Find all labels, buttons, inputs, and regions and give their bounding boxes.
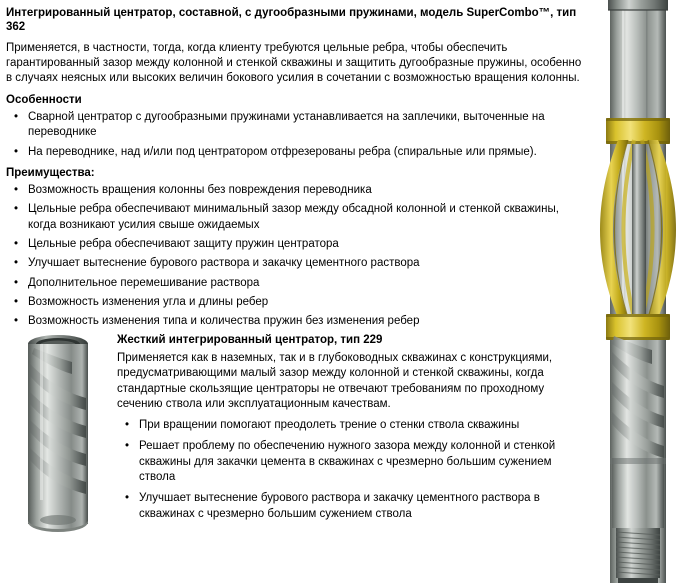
features-heading: Особенности: [6, 93, 82, 106]
features-list: [6, 110, 588, 160]
section-rigid-centralizer: [117, 334, 589, 528]
main-text-column: [6, 6, 588, 335]
section2-title: Жесткий интегрированный центратор, тип 229: [117, 334, 383, 346]
list-item: • Цельные ребра обеспечивают минимальный зазор между обсадной колонной и стенкой скважины, когда возникают усилия свыше ожидаемых: [6, 202, 588, 233]
section2-intro: Применяется как в наземных, так и в глубоководных скважинах с конструкциями, предусматривающими малый зазор между колонной и стенкой скважины, когда стандартные скользящие центраторы не отвечают требованиям по проходному сечению ствола или эксплуатационным качествам.: [117, 352, 553, 410]
list-item: • Сварной центратор с дугообразными пружинами устанавливается на заплечики, выточенные на переводнике: [6, 110, 588, 141]
rigid-integral-centralizer-photo: [10, 330, 106, 540]
list-item: • При вращении помогают преодолеть трение о стенки ствола скважины: [117, 418, 589, 433]
advantages-list: [6, 183, 588, 329]
integral-bow-spring-centralizer-photo: [588, 0, 700, 583]
list-item: • Возможность вращения колонны без повреждения переводника: [6, 183, 588, 198]
list-item: • Дополнительное перемешивание раствора: [6, 276, 588, 291]
list-item: • Возможность изменения типа и количества пружин без изменения ребер: [6, 314, 588, 329]
list-item: • Решает проблему по обеспечению нужного зазора между колонной и стенкой скважины для закачки цемента в скважинах с чрезмерно большим сужением ствола: [117, 439, 589, 485]
intro-paragraph: Применяется, в частности, тогда, когда клиенту требуются цельные ребра, чтобы обеспечить гарантированный зазор между колонной и стенкой скважины и защитить дугообразные пружины, особенно в случаях неясных или высоких величин бокового усилия в сочетании с возможностью вращения колонны.: [6, 41, 582, 85]
list-item: • Возможность изменения угла и длины ребер: [6, 295, 588, 310]
section2-bullets: [117, 418, 589, 522]
list-item: • На переводнике, над и/или под центратором отфрезерованы ребра (спиральные или прямые).: [6, 145, 588, 160]
advantages-heading: Преимущества:: [6, 166, 95, 179]
list-item: • Улучшает вытеснение бурового раствора и закачку цементного раствора: [6, 256, 588, 271]
list-item: • Улучшает вытеснение бурового раствора и закачку цементного раствора в скважинах с чрезмерно большим сужением ствола: [117, 491, 589, 522]
list-item: • Цельные ребра обеспечивают защиту пружин центратора: [6, 237, 588, 252]
page-title: Интегрированный центратор, составной, с дугообразными пружинами, модель SuperCombo™, тип 362: [6, 7, 577, 34]
